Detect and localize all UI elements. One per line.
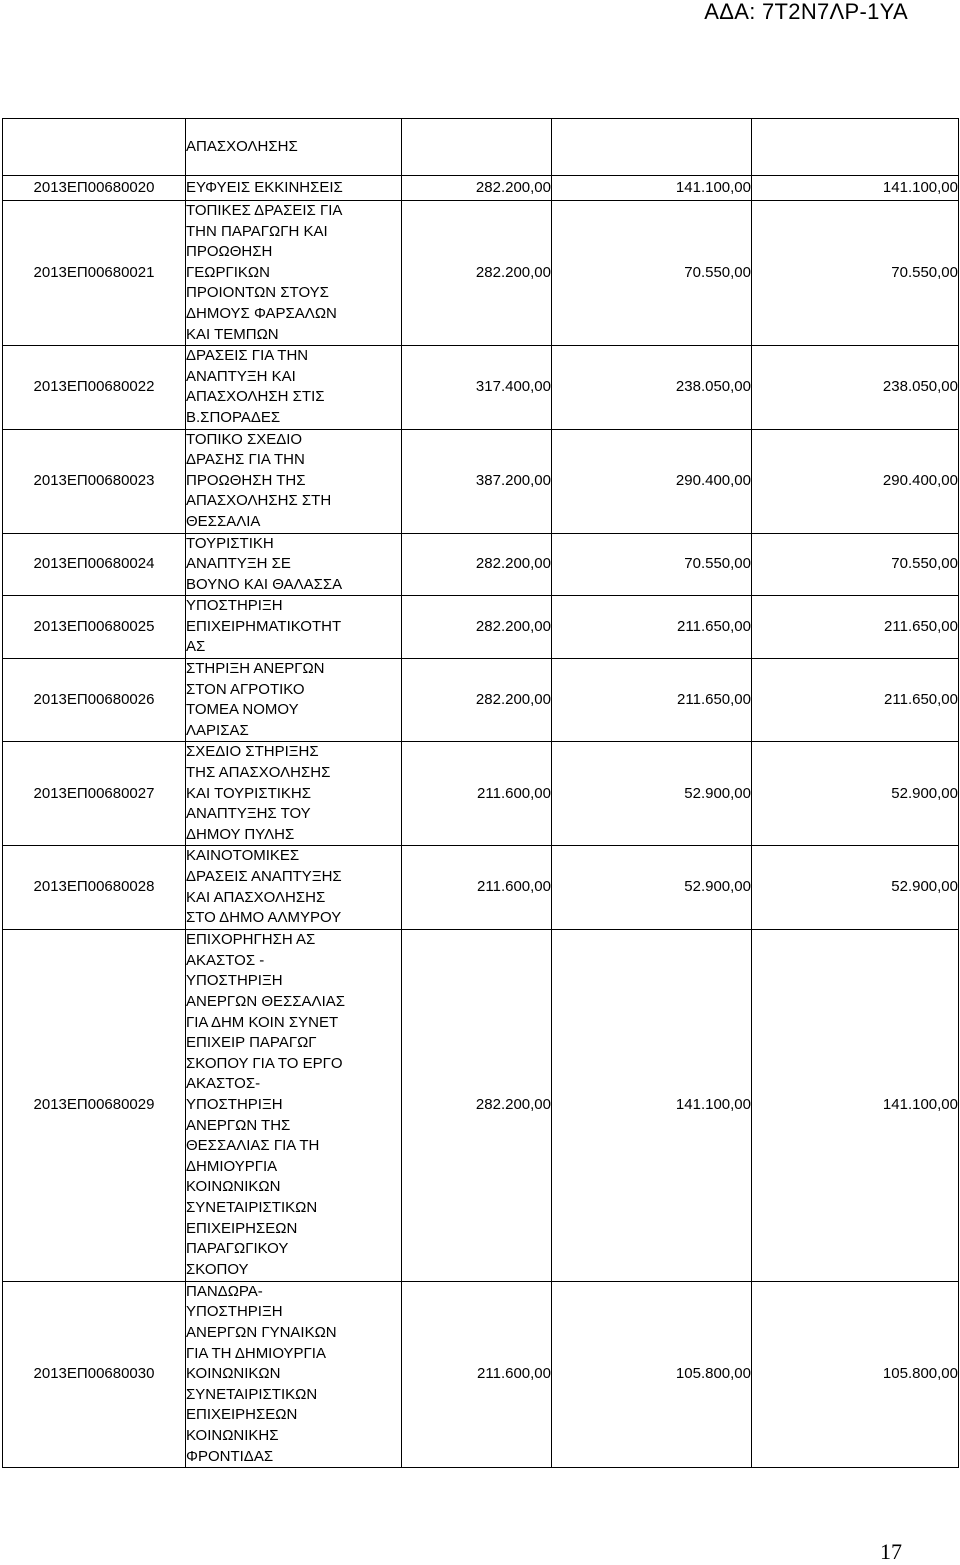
budget-table-body <box>3 119 959 1468</box>
ada-code: ΑΔΑ: 7Τ2Ν7ΛΡ-1ΥΑ <box>704 0 908 24</box>
table-row <box>3 659 959 742</box>
description-line: ΓΙΑ ΔΗΜ ΚΟΙΝ ΣΥΝΕΤ <box>186 1013 339 1031</box>
table-row <box>3 929 959 1281</box>
continuation-row <box>3 119 959 176</box>
description-line: ΤΟΜΕΑ ΝΟΜΟΥ <box>186 701 299 719</box>
amount3-cell: 105.800,00 <box>752 1281 959 1467</box>
table-row <box>3 429 959 533</box>
table-row <box>3 742 959 846</box>
project-code-cell: 2013ΕΠ00680020 <box>3 176 186 201</box>
amount1-cell: 282.200,00 <box>402 659 552 742</box>
amount1-cell: 211.600,00 <box>402 742 552 846</box>
project-description-cell <box>186 596 402 659</box>
description-line: ΠΡΟΩΘΗΣΗ <box>186 243 273 261</box>
project-description-cell <box>186 201 402 346</box>
amount2-cell: 70.550,00 <box>552 533 752 596</box>
description-line: ΠΡΟΩΘΗΣΗ ΤΗΣ <box>186 471 306 489</box>
description-line: ΔΡΑΣΗΣ ΓΙΑ ΤΗΝ <box>186 451 305 469</box>
description-line: ΑΠΑΣΧΟΛΗΣΗΣ ΣΤΗ <box>186 492 332 510</box>
project-description-cell <box>186 346 402 429</box>
description-line: ΣΥΝΕΤΑΙΡΙΣΤΙΚΩΝ <box>186 1198 318 1216</box>
continuation-amount2-cell <box>552 119 752 176</box>
description-line: ΕΠΙΧΟΡΗΓΗΣΗ ΑΣ <box>186 931 316 949</box>
amount1-cell: 282.200,00 <box>402 201 552 346</box>
description-line: ΠΑΝΔΩΡΑ- <box>186 1282 263 1300</box>
description-line: ΣΤΟΝ ΑΓΡΟΤΙΚΟ <box>186 680 305 698</box>
description-line: ΕΠΙΧΕΙΡΗΣΕΩΝ <box>186 1219 298 1237</box>
description-line: ΔΗΜΟΥ ΠΥΛΗΣ <box>186 825 295 843</box>
description-line: ΑΝΑΠΤΥΞΗ ΚΑΙ <box>186 367 296 385</box>
continuation-amount3-cell <box>752 119 959 176</box>
table-row <box>3 533 959 596</box>
amount2-cell: 70.550,00 <box>552 201 752 346</box>
description-line: ΣΥΝΕΤΑΙΡΙΣΤΙΚΩΝ <box>186 1385 318 1403</box>
description-line: ΑΝΑΠΤΥΞΗ ΣΕ <box>186 555 291 573</box>
description-line: ΑΠΑΣΧΟΛΗΣΗ ΣΤΙΣ <box>186 388 325 406</box>
description-line: ΠΑΡΑΓΩΓΙΚΟΥ <box>186 1240 289 1258</box>
table-row <box>3 1281 959 1467</box>
project-code-cell: 2013ΕΠ00680022 <box>3 346 186 429</box>
amount3-cell: 141.100,00 <box>752 176 959 201</box>
project-code-cell: 2013ΕΠ00680023 <box>3 429 186 533</box>
description-line: ΕΠΙΧΕΙΡΗΣΕΩΝ <box>186 1406 298 1424</box>
continuation-description-cell: ΑΠΑΣΧΟΛΗΣΗΣ <box>186 119 402 176</box>
description-line: ΥΠΟΣΤΗΡΙΞΗ <box>186 972 283 990</box>
description-line: ΤΗΣ ΑΠΑΣΧΟΛΗΣΗΣ <box>186 764 331 782</box>
project-description-cell <box>186 1281 402 1467</box>
amount3-cell: 52.900,00 <box>752 846 959 929</box>
project-code-cell: 2013ΕΠ00680025 <box>3 596 186 659</box>
amount1-cell: 282.200,00 <box>402 533 552 596</box>
amount3-cell: 290.400,00 <box>752 429 959 533</box>
description-line: ΣΧΕΔΙΟ ΣΤΗΡΙΞΗΣ <box>186 743 319 761</box>
budget-table <box>2 118 959 1468</box>
table-row <box>3 346 959 429</box>
description-line: ΚΑΙ ΑΠΑΣΧΟΛΗΣΗΣ <box>186 888 326 906</box>
project-description-cell <box>186 533 402 596</box>
project-code-cell: 2013ΕΠ00680026 <box>3 659 186 742</box>
project-code-cell: 2013ΕΠ00680024 <box>3 533 186 596</box>
amount2-cell: 290.400,00 <box>552 429 752 533</box>
description-line: ΒΟΥΝΟ ΚΑΙ ΘΑΛΑΣΣΑ <box>186 575 343 593</box>
project-description-cell <box>186 846 402 929</box>
description-line: ΠΡΟΙΟΝΤΩΝ ΣΤΟΥΣ <box>186 284 329 302</box>
amount2-cell: 52.900,00 <box>552 742 752 846</box>
description-line: ΔΗΜΙΟΥΡΓΙΑ <box>186 1157 278 1175</box>
description-line: ΣΤΟ ΔΗΜΟ ΑΛΜΥΡΟΥ <box>186 909 342 927</box>
amount2-cell: 141.100,00 <box>552 176 752 201</box>
description-line: ΑΝΕΡΓΩΝ ΤΗΣ <box>186 1116 291 1134</box>
amount3-cell: 211.650,00 <box>752 659 959 742</box>
amount1-cell: 317.400,00 <box>402 346 552 429</box>
amount3-cell: 211.650,00 <box>752 596 959 659</box>
description-line: ΓΙΑ ΤΗ ΔΗΜΙΟΥΡΓΙΑ <box>186 1344 326 1362</box>
project-code-cell: 2013ΕΠ00680027 <box>3 742 186 846</box>
description-line: ΚΑΙ ΤΕΜΠΩΝ <box>186 325 279 343</box>
project-description-cell <box>186 659 402 742</box>
amount1-cell: 282.200,00 <box>402 176 552 201</box>
description-line: ΑΝΑΠΤΥΞΗΣ ΤΟΥ <box>186 805 311 823</box>
description-line: ΚΟΙΝΩΝΙΚΩΝ <box>186 1178 281 1196</box>
continuation-code-cell <box>3 119 186 176</box>
description-line: ΚΟΙΝΩΝΙΚΩΝ <box>186 1365 281 1383</box>
table-row <box>3 846 959 929</box>
description-line: ΚΑΙ ΤΟΥΡΙΣΤΙΚΗΣ <box>186 784 312 802</box>
description-line: ΛΑΡΙΣΑΣ <box>186 721 249 739</box>
amount3-cell: 70.550,00 <box>752 533 959 596</box>
continuation-amount1-cell <box>402 119 552 176</box>
project-code-cell: 2013ΕΠ00680028 <box>3 846 186 929</box>
description-line: ΦΡΟΝΤΙΔΑΣ <box>186 1447 274 1465</box>
description-line: ΘΕΣΣΑΛΙΑ <box>186 512 261 530</box>
description-line: ΔΗΜΟΥΣ ΦΑΡΣΑΛΩΝ <box>186 304 337 322</box>
table-row <box>3 176 959 201</box>
amount3-cell: 70.550,00 <box>752 201 959 346</box>
description-line: ΣΚΟΠΟΥ <box>186 1260 249 1278</box>
amount2-cell: 211.650,00 <box>552 659 752 742</box>
amount3-cell: 141.100,00 <box>752 929 959 1281</box>
amount2-cell: 141.100,00 <box>552 929 752 1281</box>
amount1-cell: 211.600,00 <box>402 1281 552 1467</box>
description-line: ΚΟΙΝΩΝΙΚΗΣ <box>186 1426 279 1444</box>
description-line: ΤΟΥΡΙΣΤΙΚΗ <box>186 534 274 552</box>
description-line: ΣΚΟΠΟΥ ΓΙΑ ΤΟ ΕΡΓΟ <box>186 1054 343 1072</box>
description-line: ΤΗΝ ΠΑΡΑΓΩΓΗ ΚΑΙ <box>186 222 328 240</box>
page-number: 17 <box>880 1539 902 1564</box>
description-line: ΑΣ <box>186 638 206 656</box>
table-row <box>3 596 959 659</box>
amount1-cell: 282.200,00 <box>402 929 552 1281</box>
project-code-cell: 2013ΕΠ00680029 <box>3 929 186 1281</box>
description-line: ΥΠΟΣΤΗΡΙΞΗ <box>186 1303 283 1321</box>
project-code-cell: 2013ΕΠ00680021 <box>3 201 186 346</box>
amount2-cell: 238.050,00 <box>552 346 752 429</box>
project-code-cell: 2013ΕΠ00680030 <box>3 1281 186 1467</box>
description-line: ΘΕΣΣΑΛΙΑΣ ΓΙΑ ΤΗ <box>186 1137 320 1155</box>
description-line: ΚΑΙΝΟΤΟΜΙΚΕΣ <box>186 847 300 865</box>
description-line: ΕΥΦΥΕΙΣ ΕΚΚΙΝΗΣΕΙΣ <box>186 178 343 196</box>
description-line: ΕΠΙΧΕΙΡ ΠΑΡΑΓΩΓ <box>186 1034 317 1052</box>
amount3-cell: 52.900,00 <box>752 742 959 846</box>
amount2-cell: 52.900,00 <box>552 846 752 929</box>
project-description-cell <box>186 176 402 201</box>
description-line: ΑΚΑΣΤΟΣ - <box>186 951 265 969</box>
description-line: ΤΟΠΙΚΕΣ ΔΡΑΣΕΙΣ ΓΙΑ <box>186 202 343 219</box>
description-line: ΓΕΩΡΓΙΚΩΝ <box>186 263 270 281</box>
description-line: ΥΠΟΣΤΗΡΙΞΗ <box>186 597 283 615</box>
project-description-cell <box>186 429 402 533</box>
description-line: ΔΡΑΣΕΙΣ ΑΝΑΠΤΥΞΗΣ <box>186 868 342 885</box>
description-line: ΑΝΕΡΓΩΝ ΓΥΝΑΙΚΩΝ <box>186 1323 337 1341</box>
description-line: ΕΠΙΧΕΙΡΗΜΑΤΙΚΟΤΗΤ <box>186 617 342 635</box>
description-line: ΣΤΗΡΙΞΗ ΑΝΕΡΓΩΝ <box>186 660 325 678</box>
amount2-cell: 211.650,00 <box>552 596 752 659</box>
amount3-cell: 238.050,00 <box>752 346 959 429</box>
description-line: ΥΠΟΣΤΗΡΙΞΗ <box>186 1095 283 1113</box>
description-line: Β.ΣΠΟΡΑΔΕΣ <box>186 408 281 426</box>
description-line: ΔΡΑΣΕΙΣ ΓΙΑ ΤΗΝ <box>186 347 309 365</box>
description-line: ΤΟΠΙΚΟ ΣΧΕΔΙΟ <box>186 430 303 448</box>
table-row <box>3 201 959 346</box>
amount1-cell: 211.600,00 <box>402 846 552 929</box>
amount1-cell: 387.200,00 <box>402 429 552 533</box>
description-line: ΑΝΕΡΓΩΝ ΘΕΣΣΑΛΙΑΣ <box>186 993 346 1011</box>
amount1-cell: 282.200,00 <box>402 596 552 659</box>
amount2-cell: 105.800,00 <box>552 1281 752 1467</box>
description-line: ΑΚΑΣΤΟΣ- <box>186 1075 261 1093</box>
project-description-cell <box>186 929 402 1281</box>
project-description-cell <box>186 742 402 846</box>
